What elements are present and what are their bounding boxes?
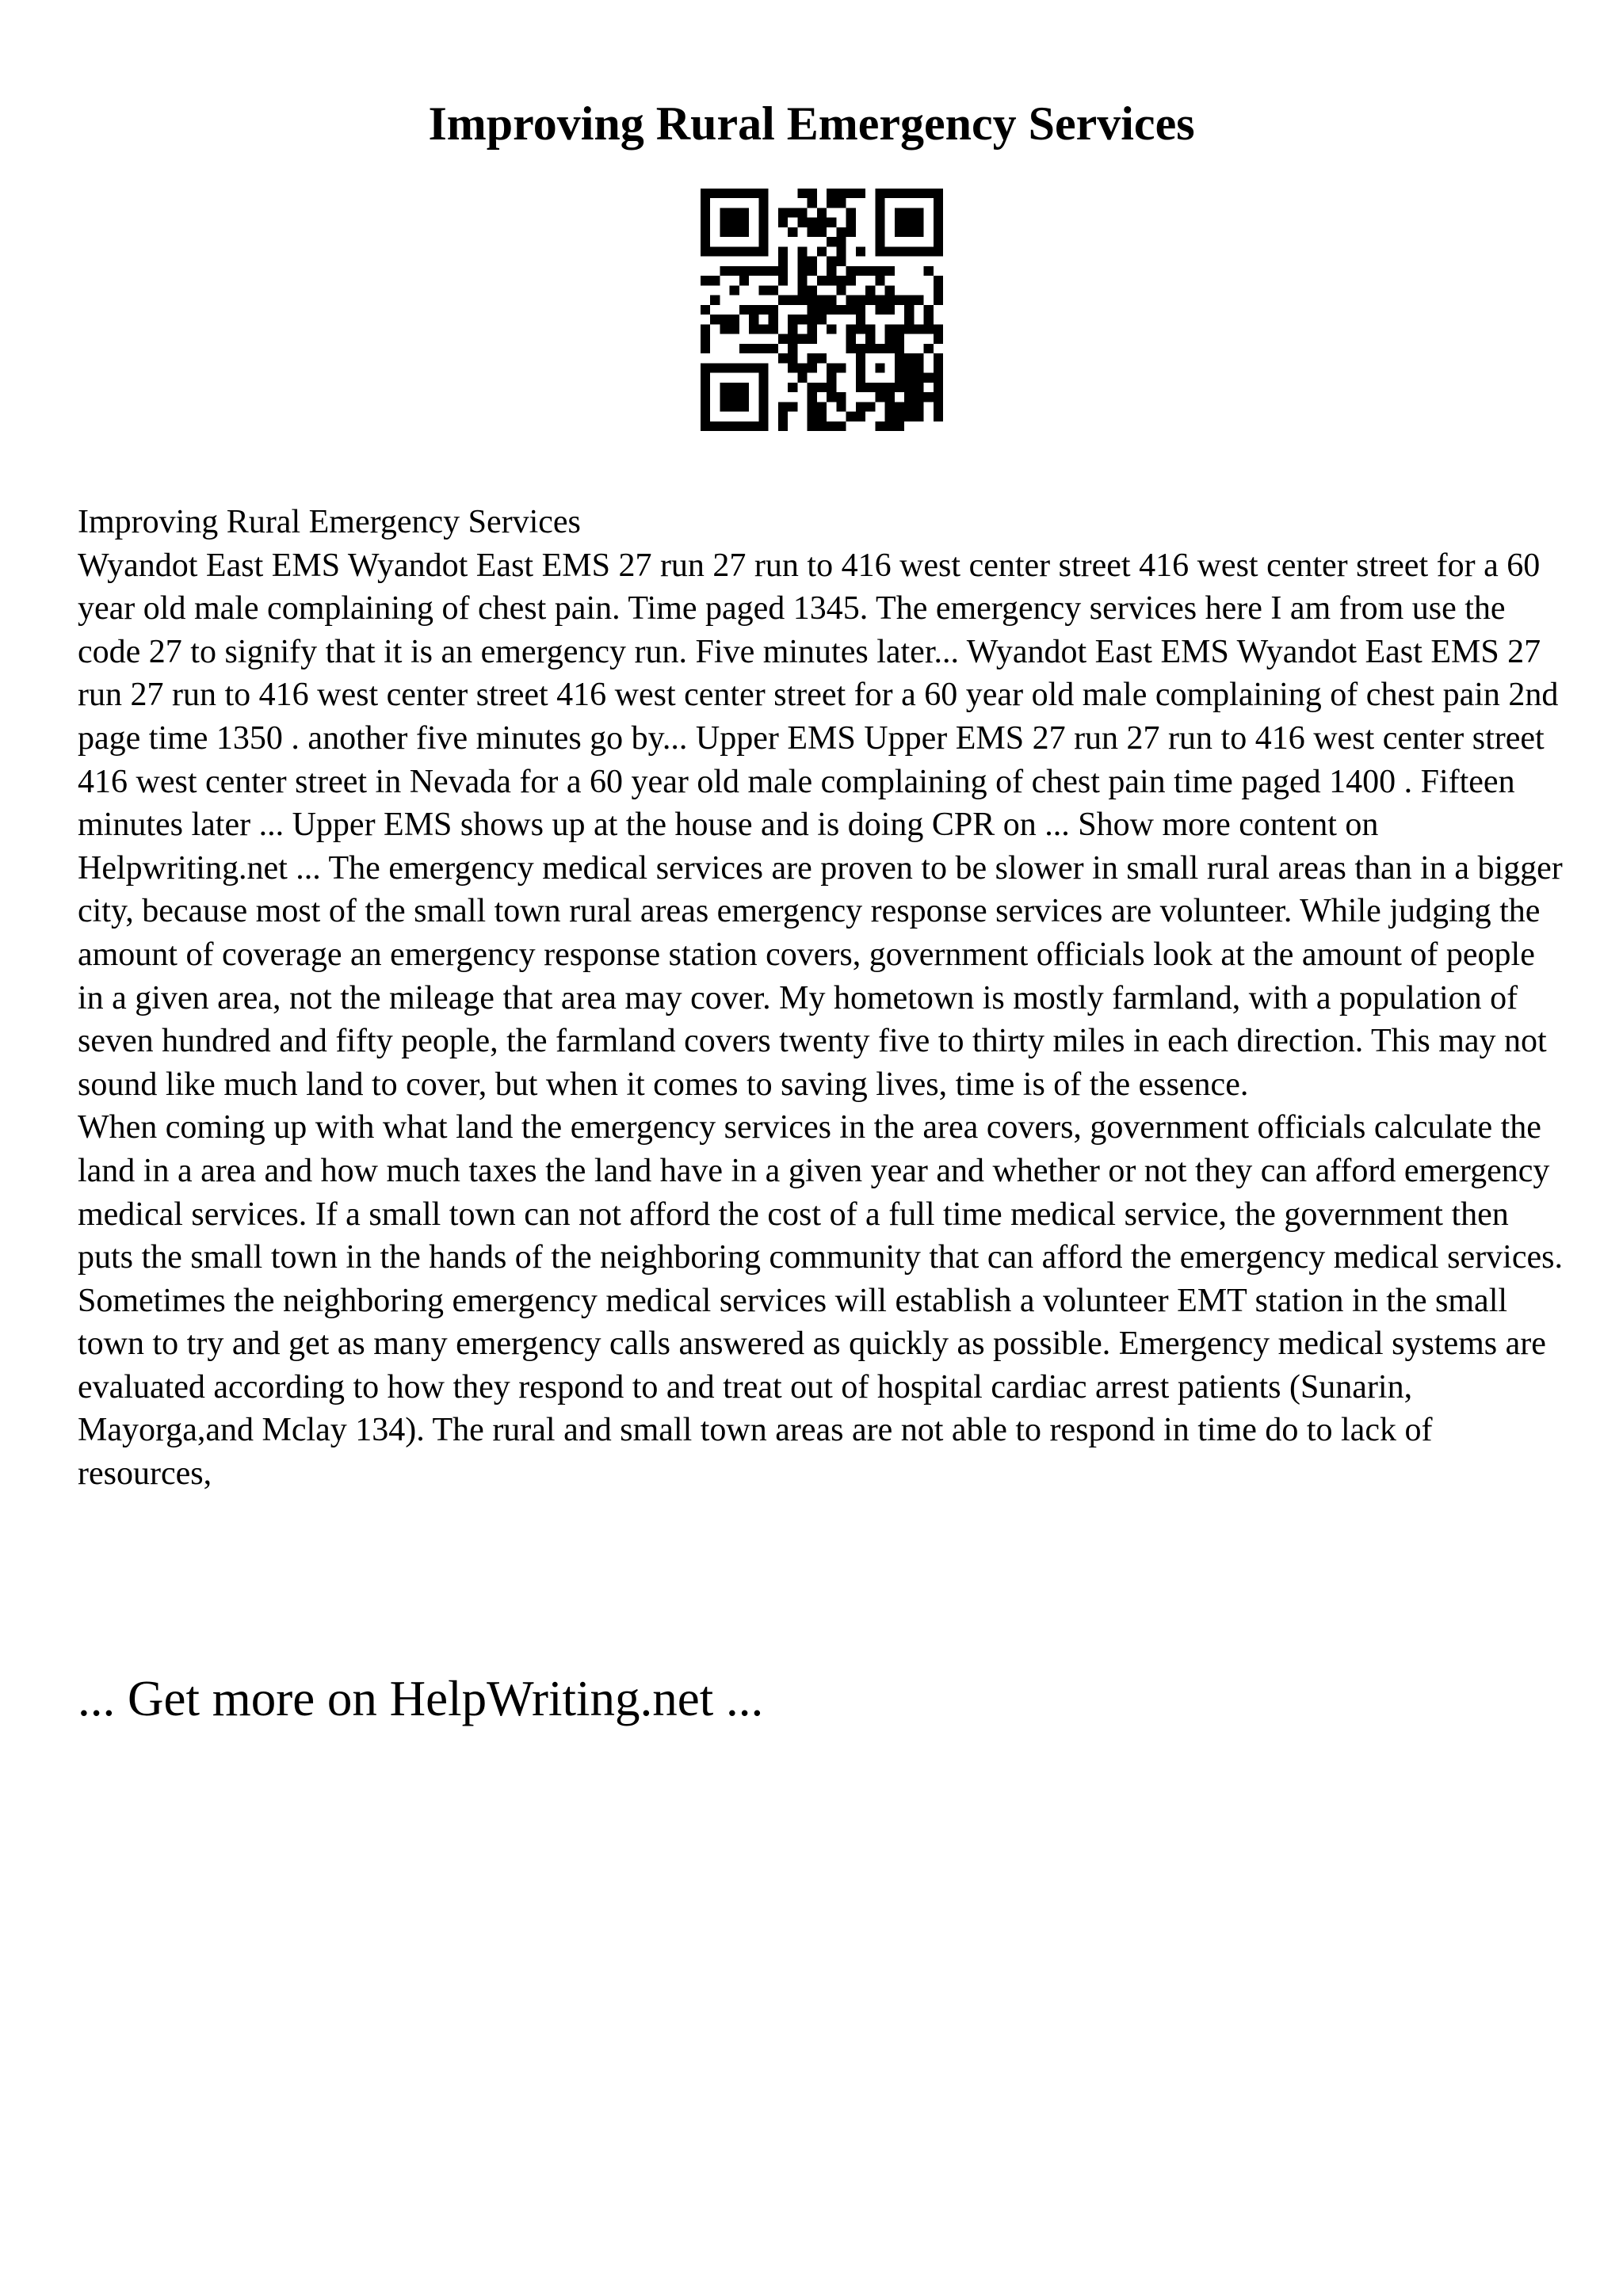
qr-code-icon: [701, 189, 943, 431]
body-paragraph: Wyandot East EMS Wyandot East EMS 27 run 27 run to 416 west center street 416 west center street for a 60 year old male complaining of chest pain. Time paged 1345. The emergency services here I am from use the code 27 to signify that it is an emergency run. Five minutes later... Wyandot East EMS Wyandot East EMS 27 run 27 run to 416 west center street 416 west center street for a 60 year old male complaining of chest pain 2nd page time 1350 . another five minutes go by... Upper EMS Upper EMS 27 run 27 run to 416 west center street 416 west center street in Nevada for a 60 year old male complaining of chest pain time paged 1400 . Fifteen minutes later ... Upper EMS shows up at the house and is doing CPR on ... Show more content on Helpwriting.net ... The emergency medical services are proven to be slower in small rural areas than in a bigger city, because most of the small town rural areas emergency response services are volunteer. While judging the amount of coverage an emergency response station covers, government officials look at the amount of people in a given area, not the mileage that area may cover. My hometown is mostly farmland, with a population of seven hundred and fifty people, the farmland covers twenty five to thirty miles in each direction. This may not sound like much land to cover, but when it comes to saving lives, time is of the essence.: [78, 547, 1563, 1103]
body-paragraph-heading: Improving Rural Emergency Services: [78, 504, 581, 540]
body-paragraph: When coming up with what land the emergency services in the area covers, government officials calculate the land in a area and how much taxes the land have in a given year and whether or not they can afford emergency medical services. If a small town can not afford the cost of a full time medical service, the government then puts the small town in the hands of the neighboring community that can afford the emergency medical services. Sometimes the neighboring emergency medical services will establish a volunteer EMT station in the small town to try and get as many emergency calls answered as quickly as possible. Emergency medical systems are evaluated according to how they respond to and treat out of hospital cardiac arrest patients (Sunarin, Mayorga,and Mclay 134). The rural and small town areas are not able to respond in time do to lack of resources,: [78, 1109, 1563, 1493]
document-title: Improving Rural Emergency Services: [428, 97, 1195, 150]
get-more-link[interactable]: ... Get more on HelpWriting.net ...: [78, 1671, 764, 1726]
document-body: [78, 501, 1568, 1496]
